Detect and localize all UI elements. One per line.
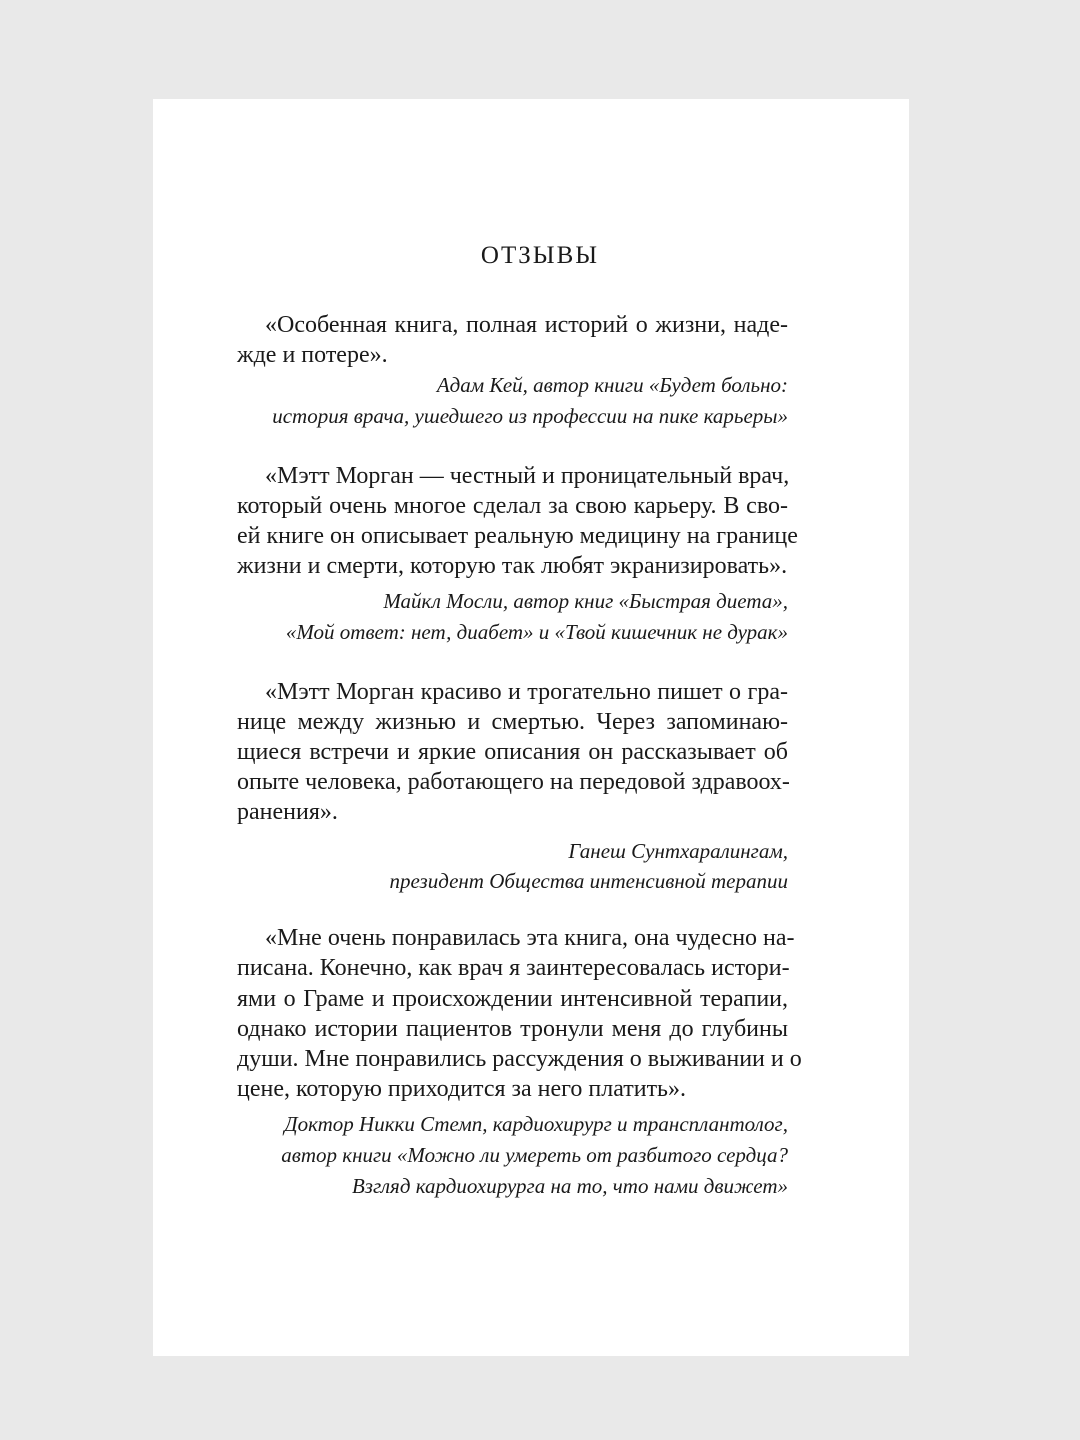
review-3-attribution-1: Ганеш Сунтхаралингам, — [568, 839, 788, 863]
review-4-line-6: цене, которую приходится за него платить». — [237, 1076, 687, 1102]
review-4-line-4: однако истории пациентов тронули меня до глубины — [237, 1016, 788, 1042]
review-1-line-1: «Особенная книга, полная историй о жизни, наде- — [265, 312, 788, 338]
review-3-line-1: «Мэтт Морган красиво и трогательно пишет о гра- — [265, 679, 788, 705]
review-4-line-2: писана. Конечно, как врач я заинтересовалась истори- — [237, 955, 790, 981]
review-1-attribution-2: история врача, ушедшего из профессии на пике карьеры» — [272, 404, 788, 428]
review-2-attribution-2: «Мой ответ: нет, диабет» и «Твой кишечник не дурак» — [285, 620, 788, 644]
review-3-line-4: опыте человека, работающего на передовой здравоох- — [237, 769, 790, 795]
review-4-attribution-1: Доктор Никки Стемп, кардиохирург и трансплантолог, — [284, 1112, 788, 1136]
review-2-line-4: жизни и смерти, которую так любят экранизировать». — [237, 553, 788, 579]
page-heading: ОТЗЫВЫ — [480, 242, 600, 269]
review-2-line-3: ей книге он описывает реальную медицину на границе — [237, 523, 798, 549]
review-3-line-3: щиеся встречи и яркие описания он рассказывает об — [237, 739, 788, 765]
review-4-line-3: ями о Граме и происхождении интенсивной терапии, — [237, 986, 788, 1012]
review-2-line-1: «Мэтт Морган — честный и проницательный врач, — [265, 463, 790, 489]
review-3-attribution-2: президент Общества интенсивной терапии — [389, 869, 788, 893]
review-3-line-5: ранения». — [237, 799, 338, 825]
review-4-line-1: «Мне очень понравилась эта книга, она чудесно на- — [265, 925, 795, 951]
review-2-line-2: который очень многое сделал за свою карьеру. В сво- — [237, 493, 788, 519]
review-2-attribution-1: Майкл Мосли, автор книг «Быстрая диета», — [383, 589, 788, 613]
review-1-line-2: жде и потере». — [237, 342, 388, 368]
review-4-attribution-2: автор книги «Можно ли умереть от разбитого сердца? — [281, 1143, 788, 1167]
review-4-attribution-3: Взгляд кардиохирурга на то, что нами движет» — [351, 1174, 788, 1198]
review-3-line-2: нице между жизнью и смертью. Через запоминаю- — [237, 709, 788, 735]
review-4-line-5: души. Мне понравились рассуждения о выживании и о — [237, 1046, 802, 1072]
review-1-attribution-1: Адам Кей, автор книги «Будет больно: — [436, 373, 788, 397]
